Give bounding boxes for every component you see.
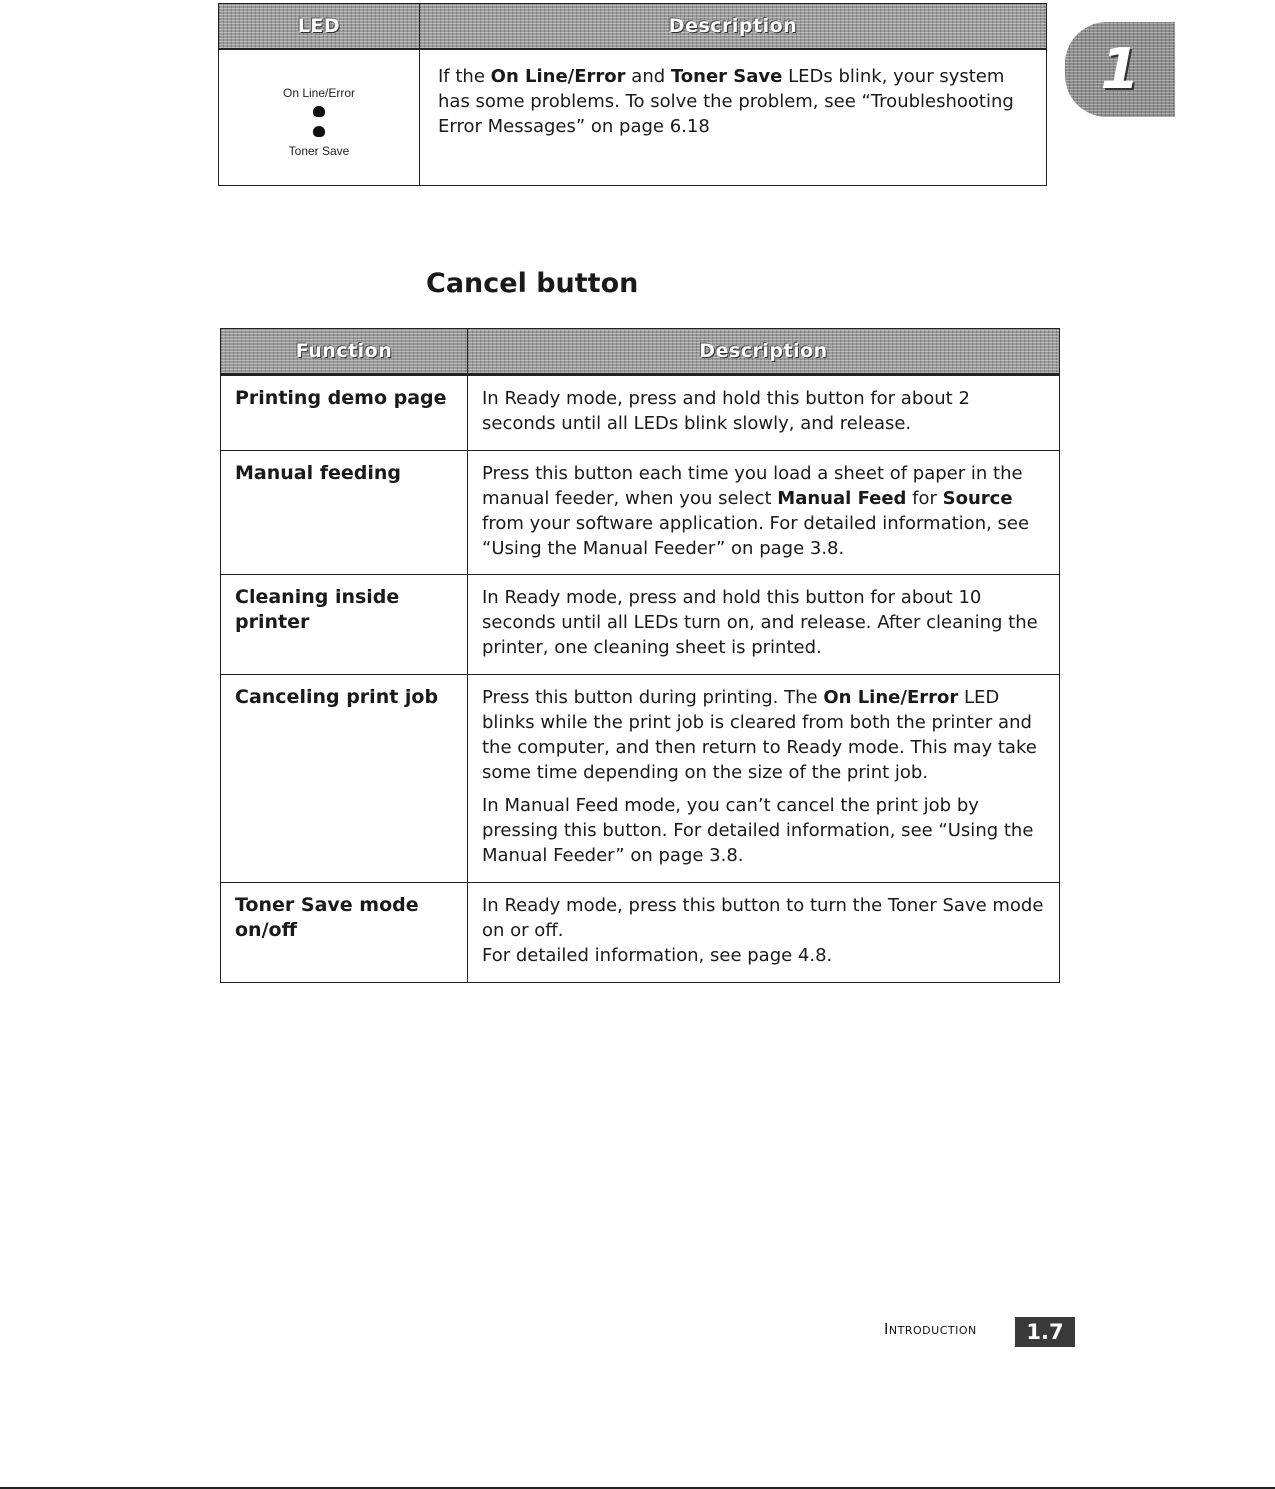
function-cell: Manual feeding [221,451,468,575]
function-table [220,328,1060,983]
function-cell: Canceling print job [221,675,468,883]
description-note: In Manual Feed mode, you can’t cancel the print job by pressing this button. For detailed information, see “Using the Manual Feeder” on page 3.8. [482,795,1034,866]
led-toner-save-icon [313,126,325,137]
table-row [221,575,1060,675]
led-table-header-description: Description [420,4,1046,50]
led-table [218,3,1047,186]
description-cell: In Ready mode, press this button to turn the Toner Save mode on or off. For detailed information, see page 4.8. [468,883,1060,983]
function-table-header-function: Function [221,329,468,376]
led-description: If the On Line/Error and Toner Save LEDs blink, your system has some problems. To solve the problem, see “Troubleshooting Error Messages” on page 6.18 [438,66,1014,137]
led-online-error-icon [313,106,325,117]
function-cell: Toner Save mode on/off [221,883,468,983]
section-title: Cancel button [426,268,639,299]
function-cell: Cleaning inside printer [221,575,468,675]
footer-section-label: Introduction [884,1320,977,1338]
table-row [221,451,1060,575]
description-cell: Press this button each time you load a sheet of paper in the manual feeder, when you select Manual Feed for Source from your software application. For detailed information, see “Using the Manual Feeder” on page 3.8. [468,451,1060,575]
table-row [221,675,1060,883]
function-table-header-description: Description [468,329,1060,376]
description-cell: In Ready mode, press and hold this button for about 2 seconds until all LEDs blink slowly, and release. [468,376,1060,451]
led-indicator-cell [219,50,420,185]
table-row [221,376,1060,451]
chapter-tab: 1 [1065,22,1175,117]
led-table-header-led: LED [219,4,420,50]
table-row [221,883,1060,983]
led-label-toner-save: Toner Save [288,144,350,158]
description-cell: In Ready mode, press and hold this button for about 10 seconds until all LEDs turn on, and release. After cleaning the printer, one cleaning sheet is printed. [468,575,1060,675]
function-cell: Printing demo page [221,376,468,451]
description-cell: Press this button during printing. The On Line/Error LED blinks while the print job is cleared from both the printer and the computer, and then return to Ready mode. This may take some time depending on the size of the print job. In Manual Feed mode, you can’t cancel the print job by pressing this button. For detailed information, see “Using the Manual Feeder” on page 3.8. [468,675,1060,883]
page-number: 1.7 [1015,1317,1075,1347]
led-label-online-error: On Line/Error [282,86,356,100]
